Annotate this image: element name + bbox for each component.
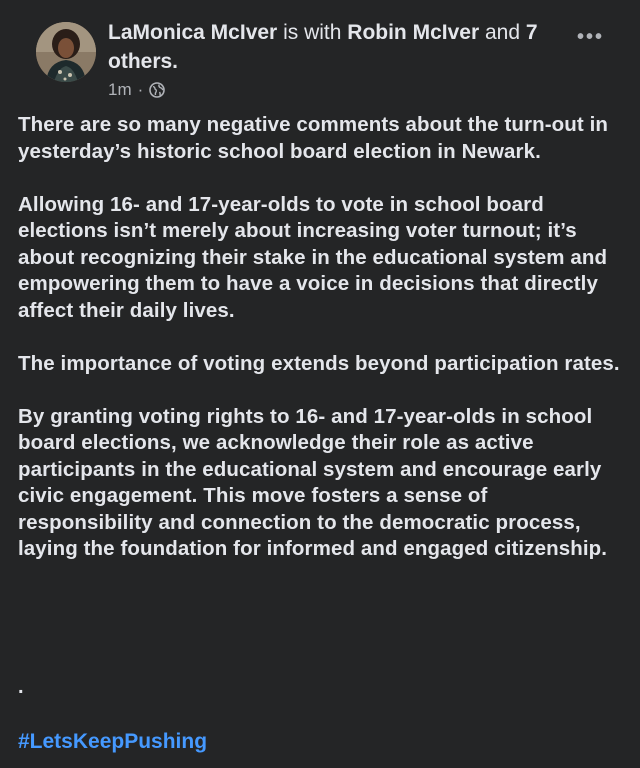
post-body [18,112,624,589]
meta-separator: · [137,80,144,99]
post-paragraph: The importance of voting extends beyond participation rates. [18,351,620,375]
post-time[interactable]: 1m [108,80,132,99]
post-paragraph: By granting voting rights to 16- and 17-year-olds in school board elections, we acknowledge their role as active participants in the educational system and encourage early civic engagement. This move fosters a sense of responsibility and connection to the democratic process, laying the foundation for informed and engaged citizenship. [18,404,608,560]
with-text: is with [283,21,342,44]
author-name[interactable]: LaMonica McIver [108,21,278,44]
more-options-icon[interactable]: ••• [576,26,604,48]
and-text: and [484,21,521,44]
post-paragraph: Allowing 16- and 17-year-olds to vote in school board elections isn’t merely about increasing voter turnout; it’s about recognizing their stake in the educational system and empowering them to have a voice in decisions that directly affect their daily lives. [18,192,608,322]
tagged-others[interactable]: 7 others. [108,21,538,73]
post-dot: . [18,676,24,698]
post-paragraph: There are so many negative comments about the turn-out in yesterday’s historic school board election in Newark. [18,113,609,163]
globe-icon[interactable] [149,82,165,98]
avatar[interactable] [36,22,96,82]
post-header [18,0,622,110]
post-meta [108,80,165,100]
post-author-line [108,18,588,76]
tagged-person[interactable]: Robin McIver [347,21,480,44]
hashtag-link[interactable]: #LetsKeepPushing [18,730,208,753]
